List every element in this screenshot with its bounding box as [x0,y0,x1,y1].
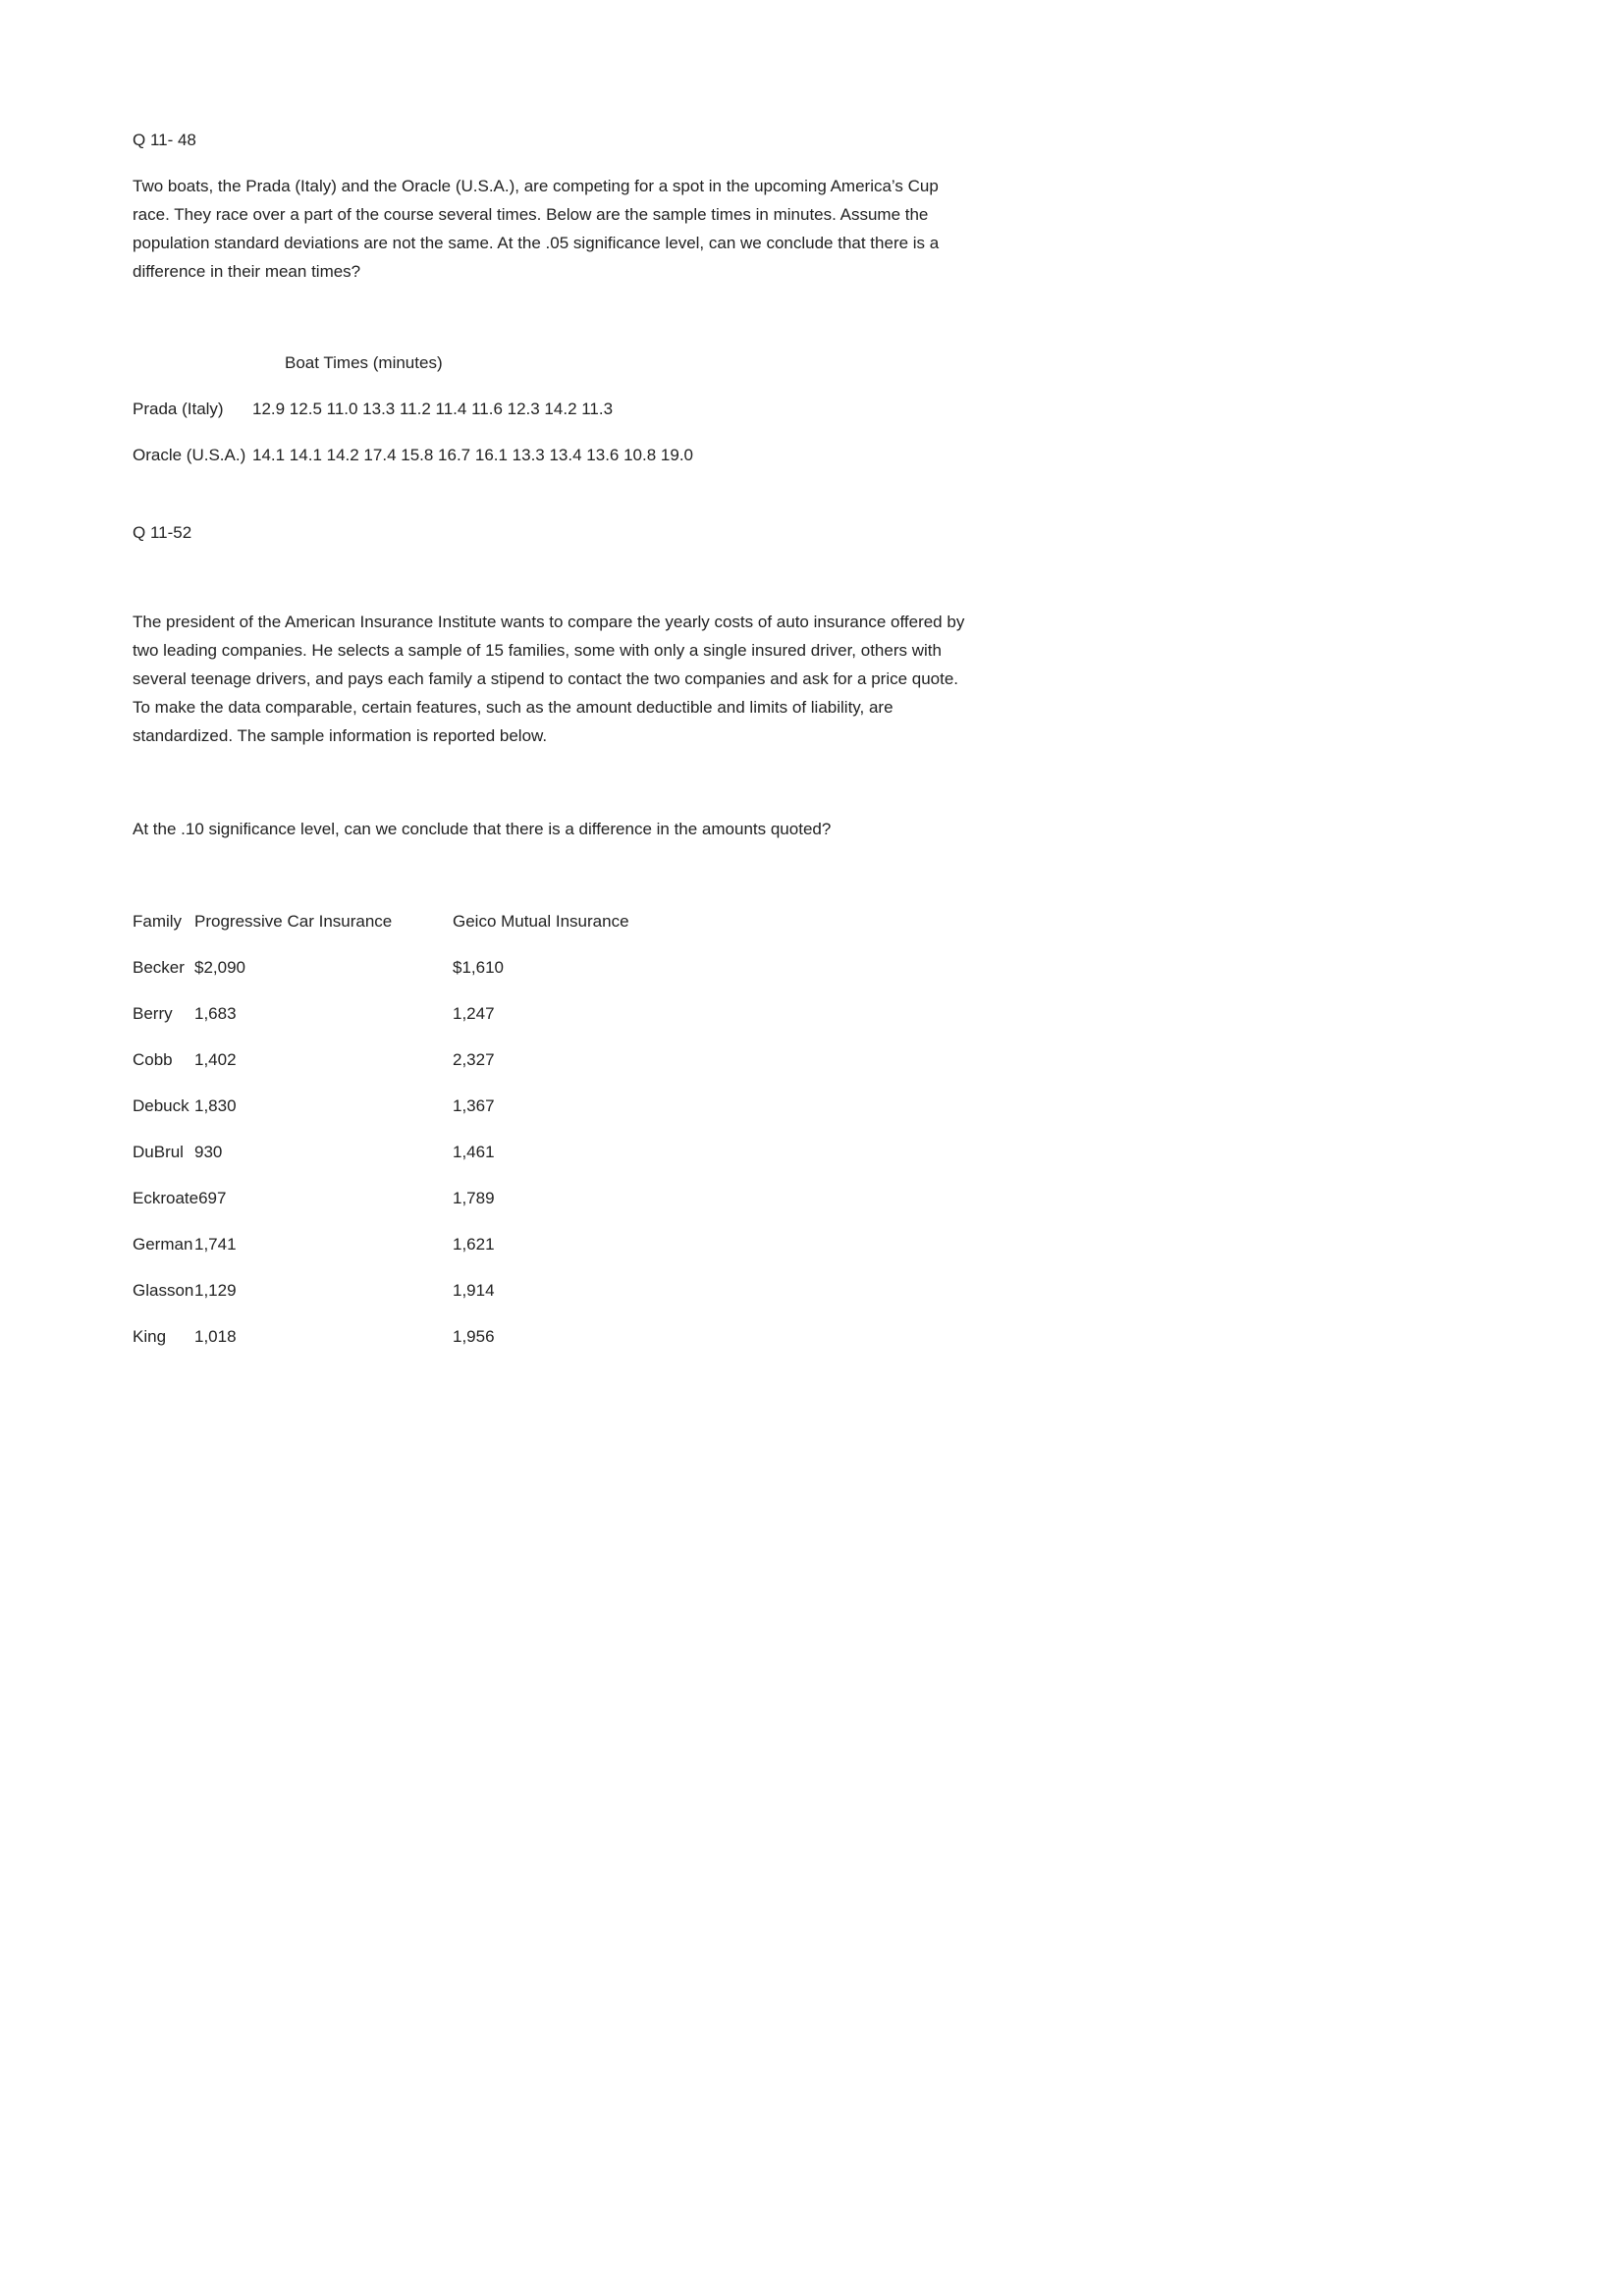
geico-amount-cell: 1,789 [453,1189,495,1207]
family-name-cell: King [133,1327,167,1346]
boat-times-oracle: 14.1 14.1 14.2 17.4 15.8 16.7 16.1 13.3 13.4 13.6 10.8 19.0 [252,446,693,464]
table-row [133,1138,1491,1166]
geico-amount-cell: 1,621 [453,1235,495,1254]
progressive-amount-cell: 1,018 [194,1327,237,1346]
boat-times-title: Boat Times (minutes) [285,353,443,372]
family-name-cell: Debuck [133,1096,189,1115]
family-name-cell: Berry [133,1004,173,1023]
family-name-cell: Becker [133,958,185,977]
header-progressive: Progressive Car Insurance [194,912,393,931]
geico-amount-cell: 1,367 [453,1096,495,1115]
boat-row-oracle [133,441,1491,469]
boat-label-oracle: Oracle (U.S.A.) [133,446,246,464]
question-2-text: The president of the American Insurance Institute wants to compare the yearly costs of auto insurance offered by two leading companies. He selects a sample of 15 families, some with only a single insured driver, others with several teenage drivers, and pays each family a stipend to contact the two companies and ask for a price quote. To make the data comparable, certain features, such as the amount deductible and limits of liability, are standardized. The sample information is reported below. [133,613,965,745]
family-name-cell: Cobb [133,1050,173,1069]
table-row [133,1230,1491,1258]
progressive-amount-cell: 1,402 [194,1050,237,1069]
question-1-text: Two boats, the Prada (Italy) and the Oracle (U.S.A.), are competing for a spot in the upcoming America’s Cup race. They race over a part of the course several times. Below are the sample times in minutes. Assume the population standard deviations are not the same. At the .05 significance level, can we conclude that there is a difference in their mean times? [133,177,940,281]
table-row [133,1184,1491,1212]
table-row [133,999,1491,1028]
family-name-cell: Glasson [133,1281,194,1300]
question-2-prompt: At the .10 significance level, can we conclude that there is a difference in the amounts quoted? [133,820,832,838]
family-name-cell: Eckroate [133,1189,199,1207]
progressive-amount-cell: 697 [198,1189,227,1207]
progressive-amount-cell: 930 [194,1143,223,1161]
progressive-amount-cell: 1,741 [194,1235,237,1254]
header-family: Family [133,912,183,931]
geico-amount-cell: 1,956 [453,1327,495,1346]
table-row [133,1322,1491,1351]
geico-amount-cell: 1,461 [453,1143,495,1161]
boat-times-prada: 12.9 12.5 11.0 13.3 11.2 11.4 11.6 12.3 14.2 11.3 [252,400,614,418]
family-name-cell: DuBrul [133,1143,184,1161]
progressive-amount-cell: 1,830 [194,1096,237,1115]
insurance-table [133,907,1491,1351]
header-geico: Geico Mutual Insurance [453,912,629,931]
geico-amount-cell: 2,327 [453,1050,495,1069]
progressive-amount-cell: 1,683 [194,1004,237,1023]
question-1-label: Q 11- 48 [133,131,196,149]
question-2-label: Q 11-52 [133,523,192,542]
table-row [133,1276,1491,1305]
family-name-cell: German [133,1235,193,1254]
geico-amount-cell: 1,914 [453,1281,495,1300]
boat-row-prada [133,395,1491,423]
geico-amount-cell: $1,610 [453,958,504,977]
table-row [133,1045,1491,1074]
table-row [133,1092,1491,1120]
table-row [133,953,1491,982]
progressive-amount-cell: 1,129 [194,1281,237,1300]
boat-label-prada: Prada (Italy) [133,400,224,418]
progressive-amount-cell: $2,090 [194,958,245,977]
geico-amount-cell: 1,247 [453,1004,495,1023]
insurance-table-header [133,907,1491,935]
